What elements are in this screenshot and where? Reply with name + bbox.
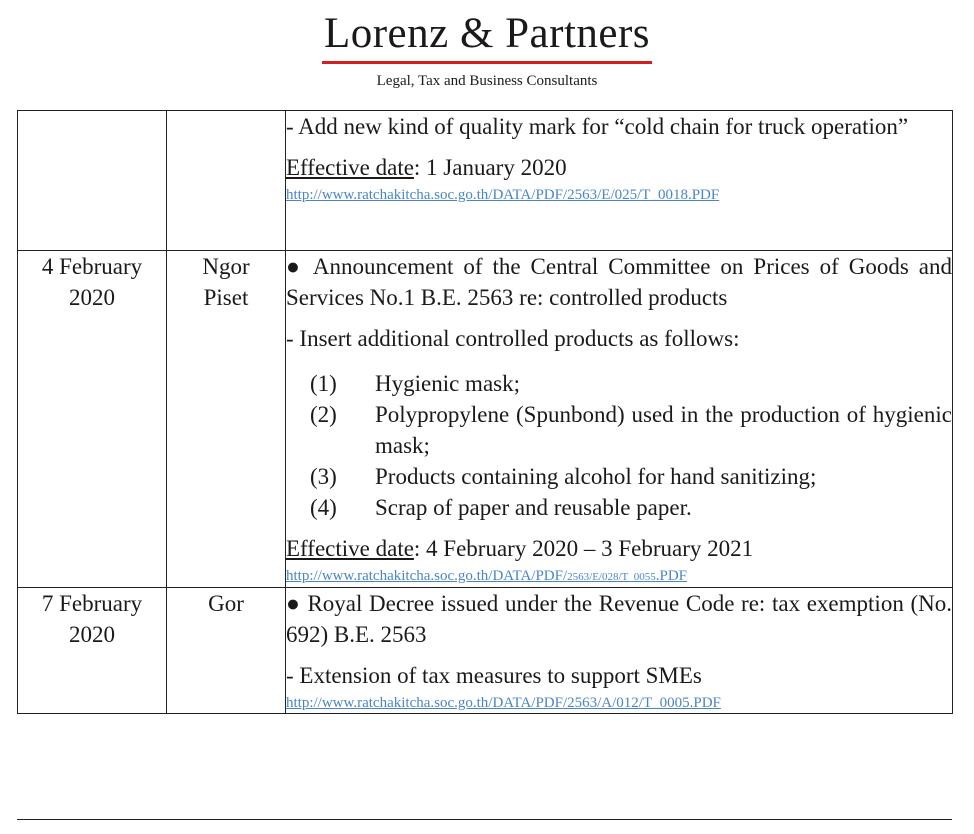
- effective-date: [286, 152, 952, 183]
- change-intro: - Insert additional controlled products as follows:: [286, 326, 740, 351]
- effective-date-label: Effective date: [286, 536, 414, 561]
- date-cell: [18, 111, 167, 251]
- regulations-table: [17, 110, 953, 714]
- change-text: - Add new kind of quality mark for “cold chain for truck operation”: [286, 114, 909, 139]
- date-cell: 7 February 2020: [18, 588, 167, 714]
- gazette-link-part: .PDF: [655, 568, 688, 584]
- item-text: Products containing alcohol for hand sanitizing;: [375, 464, 817, 489]
- effective-date-value: : 1 January 2020: [413, 155, 567, 180]
- description-cell: [286, 111, 953, 251]
- list-item: [286, 399, 952, 461]
- item-number: (1): [310, 371, 337, 396]
- gazette-link[interactable]: [286, 566, 952, 587]
- item-text: Hygienic mask;: [375, 371, 520, 396]
- description-cell: [286, 251, 953, 588]
- initials-cell: [167, 251, 286, 588]
- change-intro: - Extension of tax measures to support SMEs: [286, 663, 702, 688]
- regulation-title: ● Announcement of the Central Committee on Prices of Goods and Services No.1 B.E. 2563 re: controlled products: [286, 254, 952, 310]
- gazette-link[interactable]: http://www.ratchakitcha.soc.go.th/DATA/PDF/2563/A/012/T_0005.PDF: [286, 695, 721, 711]
- item-number: (2): [310, 402, 337, 427]
- firm-name: Lorenz & Partners: [322, 8, 652, 64]
- date-cell: 4 February 2020: [18, 251, 167, 588]
- effective-date-label: Effective date: [286, 155, 414, 180]
- effective-date-value: : 4 February 2020 – 3 February 2021: [413, 536, 754, 561]
- letterhead: [0, 8, 974, 90]
- gazette-link[interactable]: http://www.ratchakitcha.soc.go.th/DATA/PDF/2563/E/025/T_0018.PDF: [286, 187, 720, 203]
- table-row: [18, 251, 953, 588]
- initials-cell: [167, 111, 286, 251]
- list-item: [286, 461, 952, 492]
- item-number: (3): [310, 464, 337, 489]
- list-item: [286, 492, 952, 523]
- initials-line: Piset: [203, 285, 249, 310]
- initials-cell: Gor: [167, 588, 286, 714]
- product-list: [286, 368, 952, 523]
- regulation-title: ● Royal Decree issued under the Revenue Code re: tax exemption (No. 692) B.E. 2563: [286, 591, 952, 647]
- gazette-link-part: http://www.ratchakitcha.soc.go.th/DATA/PDF/: [286, 568, 568, 584]
- initials-line: Ngor: [202, 254, 250, 279]
- footer-divider: [17, 819, 952, 820]
- item-text: Scrap of paper and reusable paper.: [375, 495, 692, 520]
- table-row: [18, 111, 953, 251]
- effective-date: [286, 533, 952, 564]
- item-text: Polypropylene (Spunbond) used in the production of hygienic mask;: [375, 402, 952, 458]
- table-row: [18, 588, 953, 714]
- list-item: [286, 368, 952, 399]
- description-cell: [286, 588, 953, 714]
- firm-tagline: Legal, Tax and Business Consultants: [376, 73, 598, 89]
- item-number: (4): [310, 495, 337, 520]
- gazette-link-part: 2563/E/028/T_0055: [567, 571, 656, 583]
